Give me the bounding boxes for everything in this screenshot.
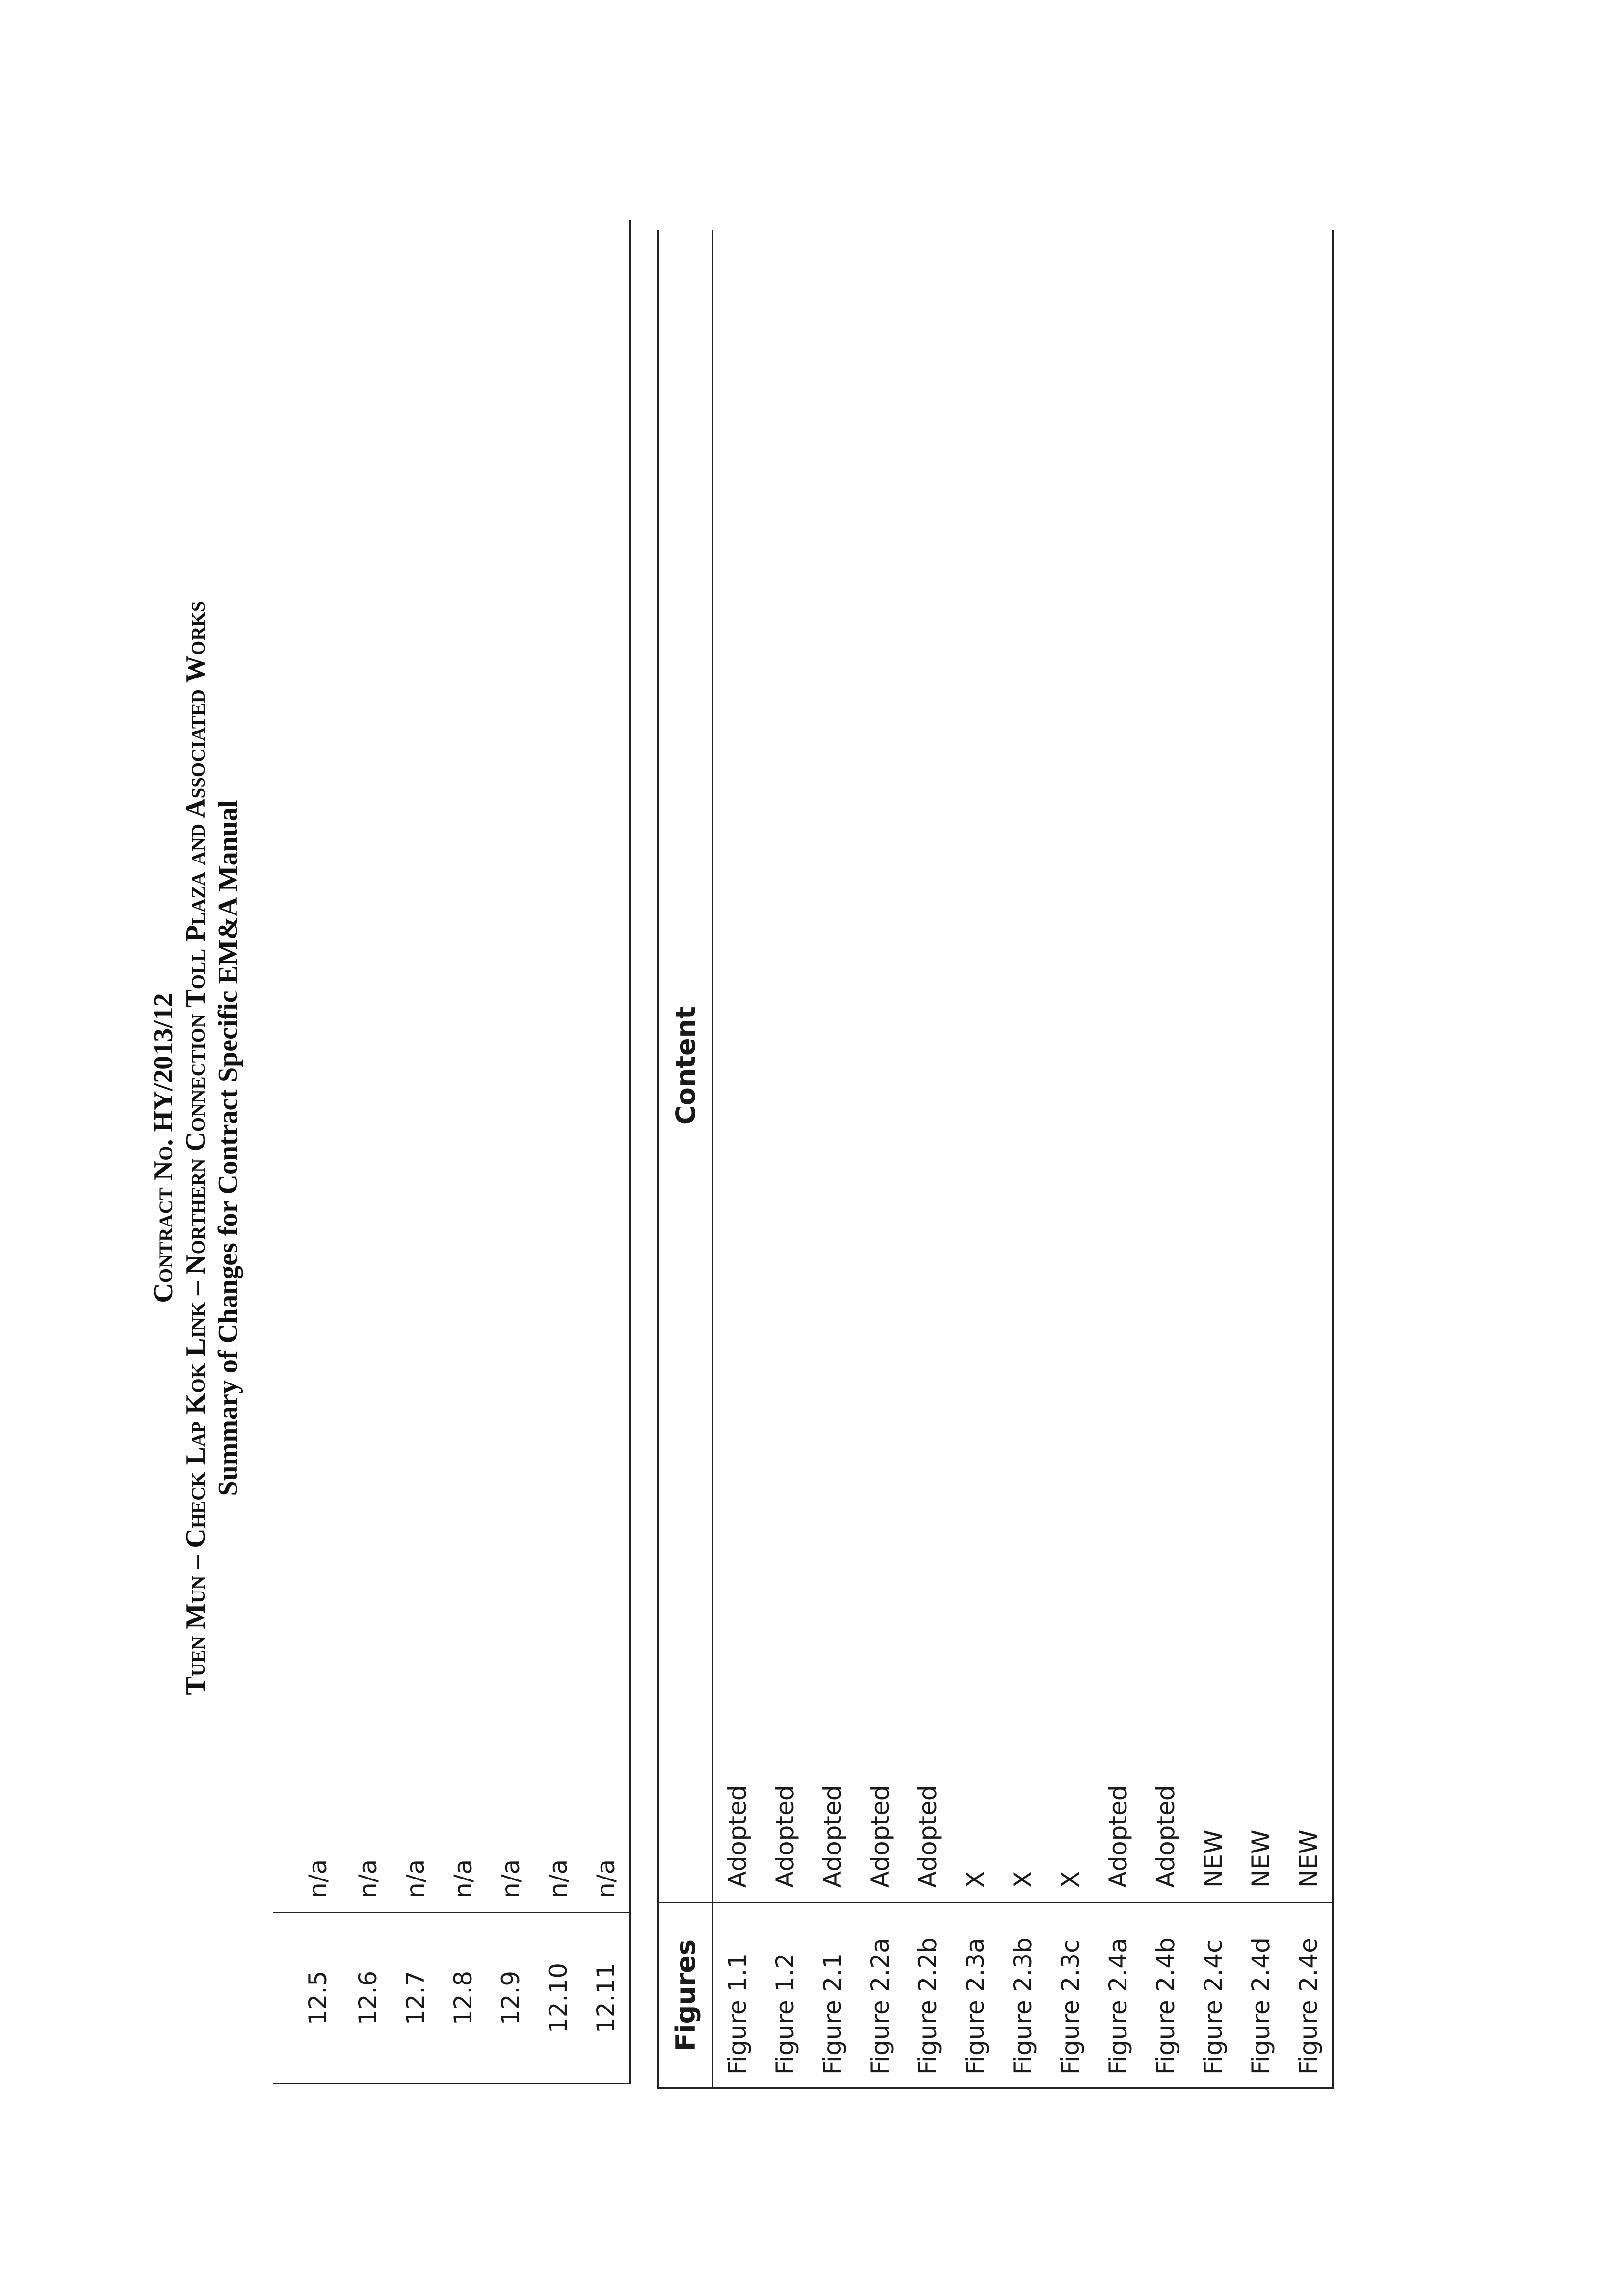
table-row: [1284, 230, 1333, 2088]
table-row: [582, 220, 630, 2084]
figures-table: [657, 230, 1334, 2089]
table-row: [856, 230, 904, 2088]
table-row: [273, 220, 344, 2084]
table-row: [1047, 230, 1094, 2088]
contract-number: Contract No. HY/2013/12: [148, 993, 179, 1303]
figure-status: X: [1008, 1871, 1037, 1888]
figure-status: NEW: [1294, 1829, 1323, 1888]
section-status: n/a: [496, 1859, 525, 1898]
content-column-header: Content: [658, 230, 713, 1903]
figure-name: Figure 2.3c: [1047, 1903, 1094, 2088]
figure-name: Figure 2.2a: [856, 1903, 904, 2088]
figures-column-header: Figures: [658, 1903, 713, 2088]
figure-status: Adopted: [723, 1785, 752, 1888]
figure-name: Figure 2.3b: [999, 1903, 1047, 2088]
figure-name: Figure 2.4d: [1237, 1903, 1284, 2088]
section-status-table: [273, 220, 631, 2084]
figure-name: Figure 1.2: [761, 1903, 809, 2088]
figure-status: NEW: [1246, 1829, 1275, 1888]
table-row: [439, 220, 487, 2084]
contract-title: Tuen Mun – Check Lap Kok Link – Northern Connection Toll Plaza and Associated Works: [181, 601, 211, 1695]
table-row: [1142, 230, 1189, 2088]
table-row: [809, 230, 856, 2088]
section-number: 12.10: [534, 1913, 582, 2084]
section-status: n/a: [303, 1859, 332, 1898]
figure-status: NEW: [1199, 1829, 1228, 1888]
figure-name: Figure 2.4e: [1284, 1903, 1333, 2088]
section-number: 12.6: [344, 1913, 392, 2084]
figure-status: X: [961, 1871, 990, 1888]
table-row: [761, 230, 809, 2088]
table-row: [713, 230, 761, 2088]
figure-status: Adopted: [1103, 1785, 1132, 1888]
document-subtitle: Summary of Changes for Contract Specific EM&A Manual: [213, 800, 243, 1496]
section-status: n/a: [448, 1859, 477, 1898]
table-row: [344, 220, 392, 2084]
figure-status: X: [1056, 1871, 1085, 1888]
figure-status: Adopted: [818, 1785, 847, 1888]
table-row: [999, 230, 1047, 2088]
section-number: 12.8: [439, 1913, 487, 2084]
table-row: [534, 220, 582, 2084]
section-number: 12.7: [392, 1913, 439, 2084]
figure-status: Adopted: [770, 1785, 799, 1888]
section-status: n/a: [401, 1859, 430, 1898]
section-status: n/a: [591, 1859, 620, 1898]
figure-name: Figure 1.1: [713, 1903, 761, 2088]
figure-name: Figure 2.4b: [1142, 1903, 1189, 2088]
table-row: [1094, 230, 1142, 2088]
table-row: [1189, 230, 1237, 2088]
section-number: 12.9: [487, 1913, 534, 2084]
table-row: [951, 230, 999, 2088]
section-number: 12.5: [273, 1913, 344, 2084]
table-row: [487, 220, 534, 2084]
figure-status: Adopted: [865, 1785, 894, 1888]
table-header-row: [658, 230, 713, 2088]
table-row: [904, 230, 951, 2088]
section-status: n/a: [544, 1859, 573, 1898]
figure-name: Figure 2.1: [809, 1903, 856, 2088]
figure-status: Adopted: [1151, 1785, 1180, 1888]
figure-name: Figure 2.4a: [1094, 1903, 1142, 2088]
figure-name: Figure 2.2b: [904, 1903, 951, 2088]
figure-name: Figure 2.4c: [1189, 1903, 1237, 2088]
document-header: [147, 0, 244, 2296]
section-number: 12.11: [582, 1913, 630, 2084]
table-row: [392, 220, 439, 2084]
figure-name: Figure 2.3a: [951, 1903, 999, 2088]
figure-status: Adopted: [913, 1785, 942, 1888]
section-status: n/a: [353, 1859, 382, 1898]
table-row: [1237, 230, 1284, 2088]
